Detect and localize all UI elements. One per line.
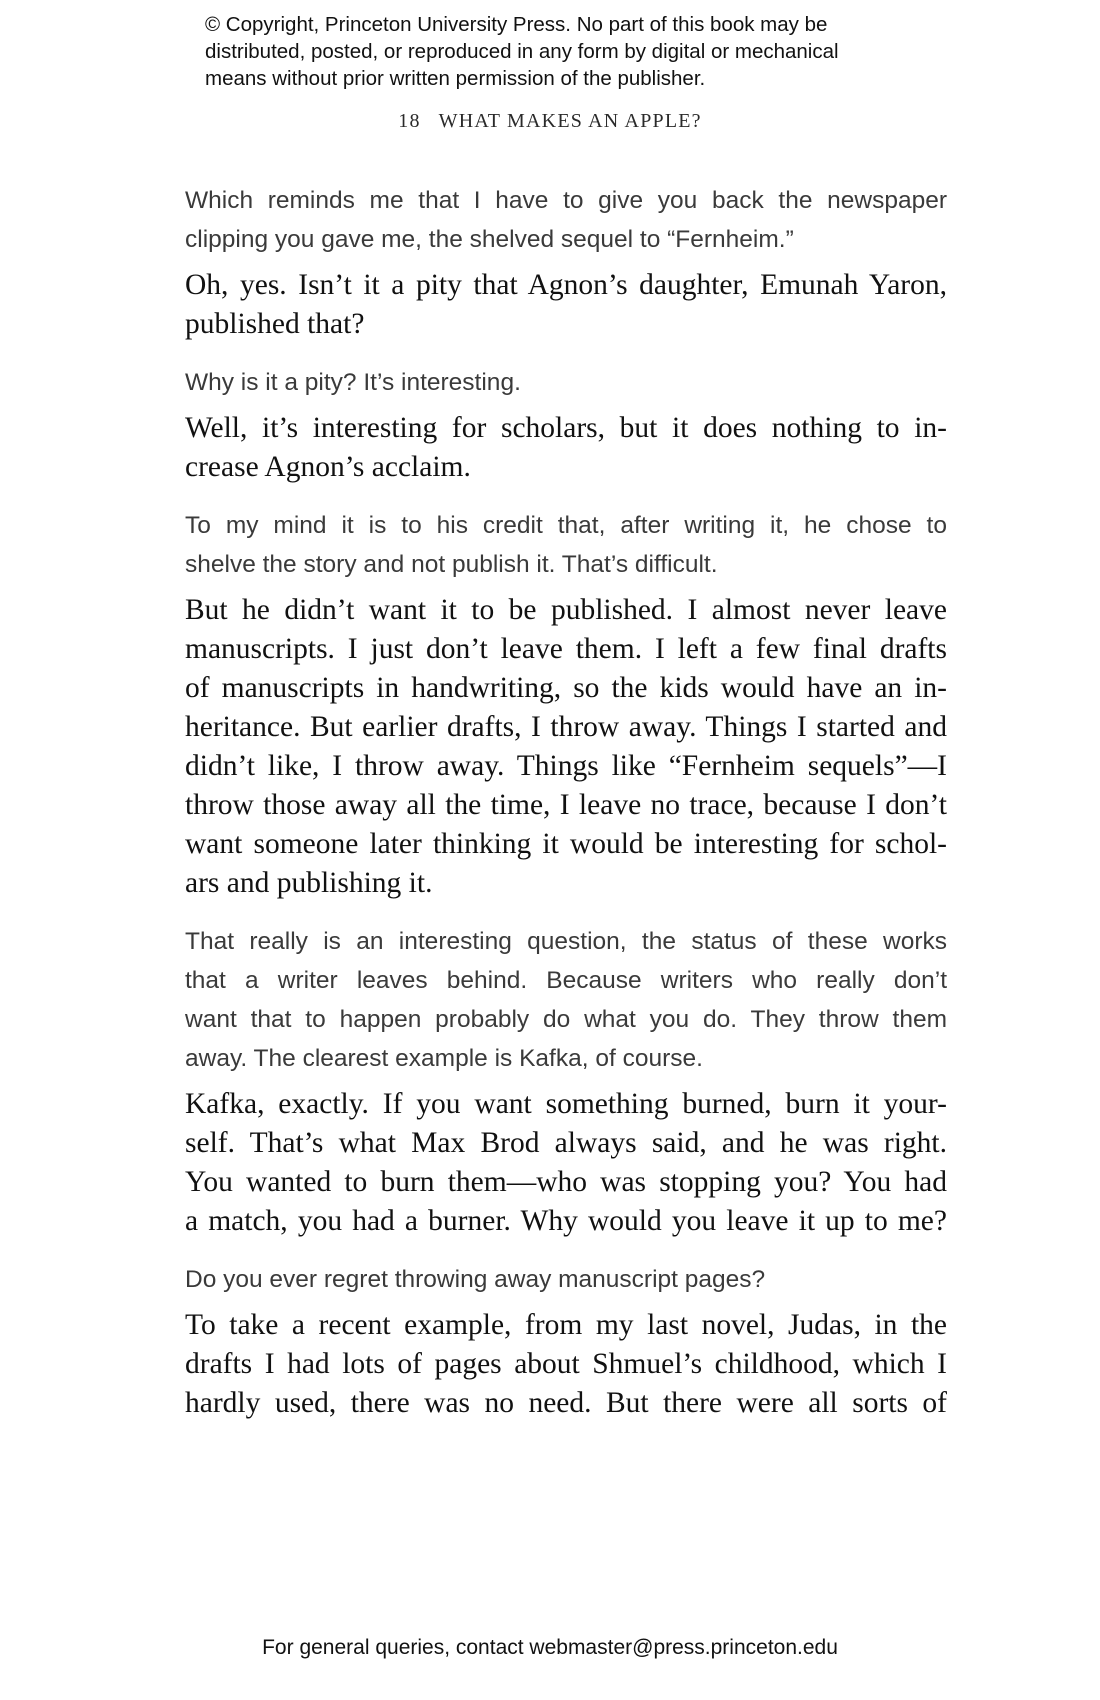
text-line: You wanted to burn them—who was stopping you? You had — [185, 1166, 947, 1198]
text-line: self. That’s what Max Brod always said, and he was right. — [185, 1127, 947, 1159]
copyright-line: means without prior written permission of the publisher. — [205, 67, 706, 90]
running-head — [0, 110, 1100, 133]
author-answer — [185, 409, 947, 487]
interviewer-question — [185, 181, 947, 259]
text-line: Why is it a pity? It’s interesting. — [185, 369, 521, 396]
text-line: clipping you gave me, the shelved sequel to “Fernheim.” — [185, 226, 794, 253]
text-line: throw those away all the time, I leave no trace, because I don’t — [185, 789, 947, 821]
contact-footer: For general queries, contact webmaster@press.princeton.edu — [262, 1636, 838, 1659]
text-line: drafts I had lots of pages about Shmuel’s childhood, which I — [185, 1348, 947, 1380]
text-line: shelve the story and not publish it. That’s difficult. — [185, 551, 718, 578]
text-line: crease Agnon’s acclaim. — [185, 451, 471, 483]
text-line: That really is an interesting question, the status of these works — [185, 928, 947, 955]
page-number: 18 — [398, 110, 421, 132]
author-answer — [185, 266, 947, 344]
chapter-title: WHAT MAKES AN APPLE? — [438, 110, 702, 132]
text-line: heritance. But earlier drafts, I throw away. Things I started and — [185, 711, 947, 743]
copyright-notice — [205, 11, 925, 92]
text-line: Which reminds me that I have to give you back the newspaper — [185, 187, 947, 214]
interviewer-question — [185, 506, 947, 584]
author-answer — [185, 591, 947, 903]
interviewer-question — [185, 1260, 947, 1299]
page-body — [185, 181, 947, 1423]
text-line: Do you ever regret throwing away manuscript pages? — [185, 1266, 766, 1293]
author-answer — [185, 1306, 947, 1423]
author-answer — [185, 1085, 947, 1241]
interviewer-question — [185, 922, 947, 1078]
text-line: Well, it’s interesting for scholars, but it does nothing to in- — [185, 412, 947, 444]
copyright-line: distributed, posted, or reproduced in any form by digital or mechanical — [205, 40, 839, 63]
text-line: published that? — [185, 308, 365, 340]
interviewer-question — [185, 363, 947, 402]
text-line: Oh, yes. Isn’t it a pity that Agnon’s daughter, Emunah Yaron, — [185, 269, 947, 301]
text-line: manuscripts. I just don’t leave them. I left a few final drafts — [185, 633, 947, 665]
text-line: of manuscripts in handwriting, so the kids would have an in- — [185, 672, 947, 704]
text-line: that a writer leaves behind. Because writers who really don’t — [185, 967, 947, 994]
text-line: want that to happen probably do what you do. They throw them — [185, 1006, 947, 1033]
text-line: To my mind it is to his credit that, after writing it, he chose to — [185, 512, 947, 539]
text-line: a match, you had a burner. Why would you leave it up to me? — [185, 1205, 947, 1237]
copyright-line: © Copyright, Princeton University Press. No part of this book may be — [205, 13, 828, 36]
text-line: didn’t like, I throw away. Things like “Fernheim sequels”—I — [185, 750, 947, 782]
text-line: But he didn’t want it to be published. I almost never leave — [185, 594, 947, 626]
text-line: away. The clearest example is Kafka, of course. — [185, 1045, 703, 1072]
text-line: ars and publishing it. — [185, 867, 433, 899]
text-line: want someone later thinking it would be interesting for schol- — [185, 828, 947, 860]
text-line: Kafka, exactly. If you want something burned, burn it your- — [185, 1088, 947, 1120]
text-line: To take a recent example, from my last novel, Judas, in the — [185, 1309, 947, 1341]
text-line: hardly used, there was no need. But there were all sorts of — [185, 1387, 947, 1419]
